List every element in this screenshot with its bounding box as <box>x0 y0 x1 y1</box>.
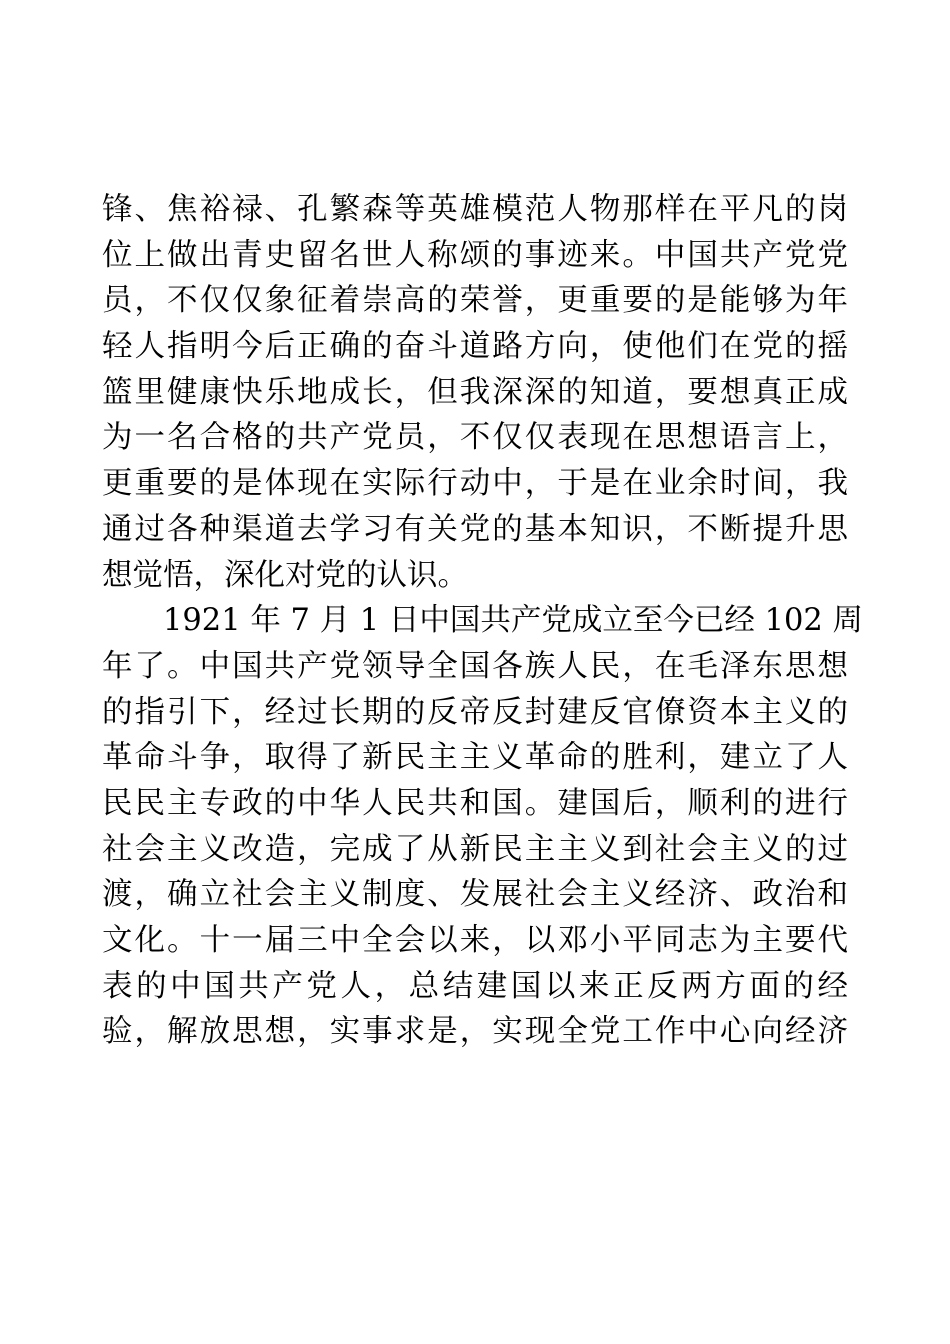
document-body <box>102 187 864 1055</box>
text-line: 为一名合格的共产党员，不仅仅表现在思想语言上， <box>102 420 848 456</box>
text-line: 想觉悟，深化对党的认识。 <box>102 557 468 593</box>
text-line: 社会主义改造，完成了从新民主主义到社会主义的过 <box>102 831 848 867</box>
text-line: 表的中国共产党人，总结建国以来正反两方面的经 <box>102 968 848 1004</box>
text-line: 锋、焦裕禄、孔繁森等英雄模范人物那样在平凡的岗 <box>102 192 848 227</box>
text-line: 更重要的是体现在实际行动中，于是在业余时间，我 <box>102 466 848 502</box>
text-line: 位上做出青史留名世人称颂的事迹来。中国共产党党 <box>102 237 848 273</box>
text-line: 轻人指明今后正确的奋斗道路方向，使他们在党的摇 <box>102 329 848 365</box>
paragraph-2 <box>102 598 864 1055</box>
text-line: 通过各种渠道去学习有关党的基本知识，不断提升思 <box>102 511 848 547</box>
text-line: 篮里健康快乐地成长，但我深深的知道，要想真正成 <box>102 374 848 410</box>
text-line: 民民主专政的中华人民共和国。建国后，顺利的进行 <box>102 785 848 821</box>
text-line: 文化。十一届三中全会以来，以邓小平同志为主要代 <box>102 923 848 958</box>
text-line: 1921 年 7 月 1 日中国共产党成立至今已经 102 周 <box>163 603 864 639</box>
text-line: 验，解放思想，实事求是，实现全党工作中心向经济 <box>102 1014 848 1050</box>
text-line: 的指引下，经过长期的反帝反封建反官僚资本主义的 <box>102 694 848 730</box>
text-line: 年了。中国共产党领导全国各族人民，在毛泽东思想 <box>102 648 848 684</box>
text-line: 革命斗争，取得了新民主主义革命的胜利，建立了人 <box>102 740 848 776</box>
paragraph-1 <box>102 187 848 598</box>
text-line: 员，不仅仅象征着崇高的荣誉，更重要的是能够为年 <box>102 283 848 319</box>
text-line: 渡，确立社会主义制度、发展社会主义经济、政治和 <box>102 877 848 913</box>
